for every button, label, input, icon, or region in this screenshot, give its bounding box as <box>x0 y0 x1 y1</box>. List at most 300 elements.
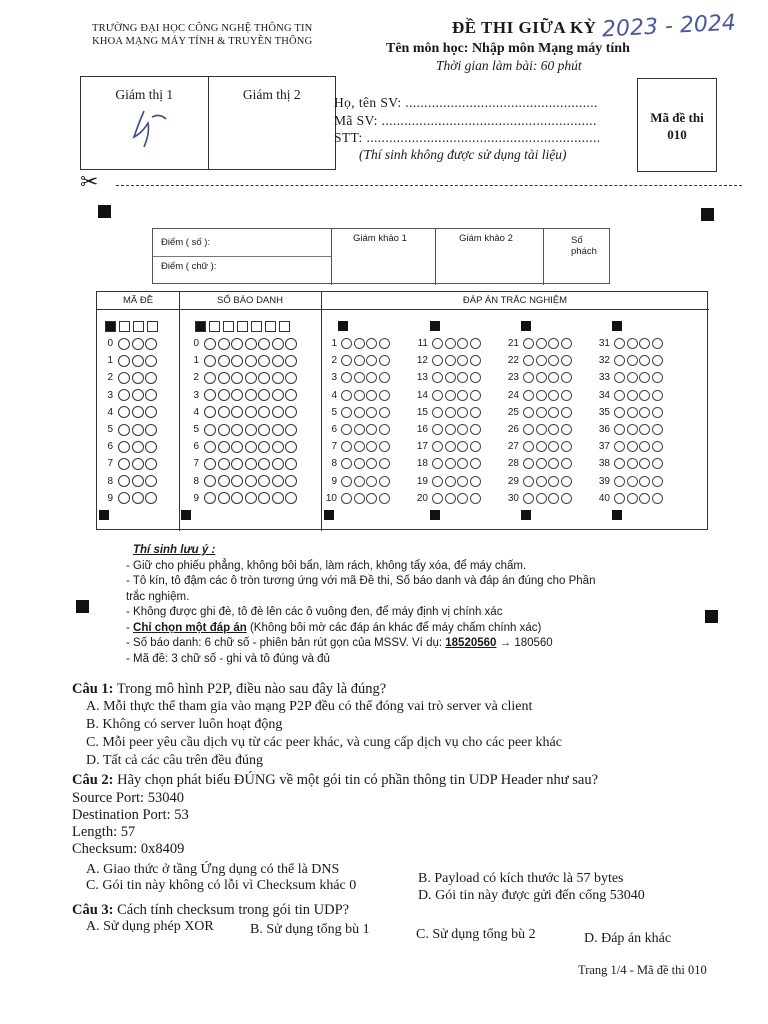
answer-bubble[interactable] <box>145 458 157 470</box>
answer-bubble[interactable] <box>218 475 230 487</box>
answer-bubble[interactable] <box>561 338 572 349</box>
answer-bubble[interactable] <box>204 338 216 350</box>
answer-bubble[interactable] <box>470 458 481 469</box>
answer-bubble[interactable] <box>145 338 157 350</box>
answer-bubble[interactable] <box>285 424 297 436</box>
answer-bubble[interactable] <box>366 458 377 469</box>
answer-bubble[interactable] <box>366 390 377 401</box>
answer-bubble[interactable] <box>614 458 625 469</box>
answer-bubble[interactable] <box>652 338 663 349</box>
answer-bubble[interactable] <box>639 355 650 366</box>
answer-bubble[interactable] <box>118 441 130 453</box>
answer-bubble[interactable] <box>614 424 625 435</box>
registration-mark <box>181 510 191 520</box>
answer-bubble[interactable] <box>354 390 365 401</box>
q2-option-a[interactable]: A. Giao thức ở tầng Ứng dụng có thể là DNS <box>86 862 340 877</box>
answer-bubble[interactable] <box>627 407 638 418</box>
answer-bubble[interactable] <box>341 476 352 487</box>
answer-bubble[interactable] <box>366 493 377 504</box>
answer-bubble[interactable] <box>536 493 547 504</box>
answer-bubble[interactable] <box>118 372 130 384</box>
answer-bubble[interactable] <box>272 475 284 487</box>
answer-bubble[interactable] <box>341 458 352 469</box>
answer-bubble[interactable] <box>204 441 216 453</box>
answer-bubble[interactable] <box>627 390 638 401</box>
answer-bubble[interactable] <box>218 406 230 418</box>
answer-bubble[interactable] <box>354 424 365 435</box>
answer-bubble[interactable] <box>379 441 390 452</box>
answer-bubble[interactable] <box>272 389 284 401</box>
answer-bubble[interactable] <box>245 338 257 350</box>
answer-bubble[interactable] <box>432 355 443 366</box>
answer-bubble[interactable] <box>379 476 390 487</box>
answer-bubble[interactable] <box>145 406 157 418</box>
answer-bubble[interactable] <box>432 476 443 487</box>
answer-bubble[interactable] <box>379 355 390 366</box>
answer-bubble[interactable] <box>231 355 243 367</box>
answer-bubble[interactable] <box>639 372 650 383</box>
answer-bubble[interactable] <box>652 458 663 469</box>
question-answer-row <box>596 455 664 472</box>
answer-bubble[interactable] <box>379 338 390 349</box>
answer-bubble[interactable] <box>285 475 297 487</box>
answer-bubble[interactable] <box>245 424 257 436</box>
answer-bubble[interactable] <box>457 424 468 435</box>
answer-bubble[interactable] <box>204 492 216 504</box>
answer-bubble[interactable] <box>132 372 144 384</box>
question-answer-row <box>414 438 482 455</box>
answer-bubble[interactable] <box>118 475 130 487</box>
answer-bubble[interactable] <box>457 355 468 366</box>
answer-bubble[interactable] <box>652 372 663 383</box>
answer-bubble[interactable] <box>536 355 547 366</box>
answer-bubble[interactable] <box>118 389 130 401</box>
row-number: 17 <box>416 441 428 453</box>
answer-bubble[interactable] <box>536 338 547 349</box>
answer-bubble[interactable] <box>258 424 270 436</box>
answer-bubble[interactable] <box>561 476 572 487</box>
answer-bubble[interactable] <box>379 424 390 435</box>
answer-bubble[interactable] <box>445 424 456 435</box>
answer-bubble[interactable] <box>523 424 534 435</box>
answer-bubble[interactable] <box>470 338 481 349</box>
answer-bubble[interactable] <box>536 407 547 418</box>
exam-code-row <box>101 421 159 438</box>
answer-bubble[interactable] <box>118 424 130 436</box>
answer-bubble[interactable] <box>218 492 230 504</box>
answer-bubble[interactable] <box>258 338 270 350</box>
answer-bubble[interactable] <box>354 372 365 383</box>
answer-bubble[interactable] <box>614 390 625 401</box>
answer-bubble[interactable] <box>470 476 481 487</box>
q1-option-d[interactable]: D. Tất cả các câu trên đều đúng <box>86 753 263 768</box>
answer-bubble[interactable] <box>627 458 638 469</box>
answer-bubble[interactable] <box>432 407 443 418</box>
answer-bubble[interactable] <box>445 390 456 401</box>
answer-bubble[interactable] <box>272 406 284 418</box>
answer-bubble[interactable] <box>245 475 257 487</box>
answer-bubble[interactable] <box>366 407 377 418</box>
answer-bubble[interactable] <box>245 406 257 418</box>
row-number: 1 <box>331 338 337 349</box>
answer-bubble[interactable] <box>561 390 572 401</box>
student-id-field[interactable]: Mã SV: ......................................................... <box>334 112 597 128</box>
answer-bubble[interactable] <box>652 390 663 401</box>
answer-bubble[interactable] <box>145 441 157 453</box>
answer-bubble[interactable] <box>118 355 130 367</box>
answer-bubble[interactable] <box>341 441 352 452</box>
answer-bubble[interactable] <box>272 424 284 436</box>
exam-code-row <box>101 455 159 472</box>
answer-bubble[interactable] <box>118 458 130 470</box>
answer-bubble[interactable] <box>366 338 377 349</box>
answer-bubble[interactable] <box>258 492 270 504</box>
answer-bubble[interactable] <box>614 441 625 452</box>
answer-bubble[interactable] <box>457 372 468 383</box>
answer-bubble[interactable] <box>379 493 390 504</box>
answer-bubble[interactable] <box>245 492 257 504</box>
answer-bubble[interactable] <box>204 372 216 384</box>
answer-bubble[interactable] <box>245 389 257 401</box>
row-number: 5 <box>193 424 199 435</box>
answer-bubble[interactable] <box>548 407 559 418</box>
answer-bubble[interactable] <box>627 476 638 487</box>
answer-bubble[interactable] <box>652 493 663 504</box>
answer-bubble[interactable] <box>548 355 559 366</box>
answer-bubble[interactable] <box>132 475 144 487</box>
answer-bubble[interactable] <box>218 441 230 453</box>
answer-bubble[interactable] <box>118 338 130 350</box>
answer-bubble[interactable] <box>614 355 625 366</box>
answer-bubble[interactable] <box>639 407 650 418</box>
instruction-line: - Không được ghi đè, tô đè lên các ô vuông đen, để máy định vị chính xác <box>126 606 503 618</box>
answer-bubble[interactable] <box>231 475 243 487</box>
answer-bubble[interactable] <box>272 492 284 504</box>
answer-bubble[interactable] <box>145 372 157 384</box>
answer-bubble[interactable] <box>523 458 534 469</box>
answer-bubble[interactable] <box>341 390 352 401</box>
answer-bubble[interactable] <box>561 407 572 418</box>
row-number: 21 <box>507 338 519 349</box>
answer-bubble[interactable] <box>132 441 144 453</box>
answer-bubble[interactable] <box>245 441 257 453</box>
answer-bubble[interactable] <box>366 424 377 435</box>
answer-bubble[interactable] <box>118 492 130 504</box>
answer-bubble[interactable] <box>272 338 284 350</box>
answer-bubble[interactable] <box>432 338 443 349</box>
answer-bubble[interactable] <box>231 389 243 401</box>
q3-option-c[interactable]: C. Sử dụng tổng bù 2 <box>416 927 536 942</box>
answer-bubble[interactable] <box>272 372 284 384</box>
answer-bubble[interactable] <box>445 338 456 349</box>
answer-bubble[interactable] <box>561 424 572 435</box>
student-name-field[interactable]: Họ, tên SV: ................................................... <box>334 95 598 110</box>
answer-bubble[interactable] <box>536 372 547 383</box>
answer-bubble[interactable] <box>132 355 144 367</box>
answer-bubble[interactable] <box>432 424 443 435</box>
answer-bubble[interactable] <box>470 355 481 366</box>
row-number: 9 <box>331 475 337 487</box>
answer-bubble[interactable] <box>341 355 352 366</box>
answer-bubble[interactable] <box>145 355 157 367</box>
answer-bubble[interactable] <box>523 407 534 418</box>
answer-bubble[interactable] <box>536 458 547 469</box>
answer-bubble[interactable] <box>145 475 157 487</box>
answer-bubble[interactable] <box>457 476 468 487</box>
answer-bubble[interactable] <box>536 390 547 401</box>
examiner-2-label: Giám khảo 2 <box>459 233 513 244</box>
answer-bubble[interactable] <box>285 441 297 453</box>
answer-bubble[interactable] <box>354 476 365 487</box>
answer-bubble[interactable] <box>366 441 377 452</box>
q1-option-b[interactable]: B. Không có server luôn hoạt động <box>86 717 283 732</box>
answer-bubble[interactable] <box>366 355 377 366</box>
answer-bubble[interactable] <box>445 476 456 487</box>
answer-bubble[interactable] <box>548 441 559 452</box>
answer-bubble[interactable] <box>341 407 352 418</box>
answer-bubble[interactable] <box>231 338 243 350</box>
answer-bubble[interactable] <box>627 441 638 452</box>
answer-bubble[interactable] <box>245 355 257 367</box>
answer-bubble[interactable] <box>639 424 650 435</box>
answer-bubble[interactable] <box>548 390 559 401</box>
answer-bubble[interactable] <box>218 458 230 470</box>
answer-bubble[interactable] <box>258 475 270 487</box>
answer-bubble[interactable] <box>561 372 572 383</box>
answer-bubble[interactable] <box>639 493 650 504</box>
answer-bubble[interactable] <box>218 355 230 367</box>
question-label: Câu 3: <box>72 902 114 918</box>
answer-bubble[interactable] <box>548 372 559 383</box>
answer-bubble[interactable] <box>132 389 144 401</box>
answer-bubble[interactable] <box>548 458 559 469</box>
q2-option-c[interactable]: C. Gói tin này không có lỗi vì Checksum khác 0 <box>86 878 357 893</box>
answer-bubble[interactable] <box>523 493 534 504</box>
question-answer-row <box>505 404 573 421</box>
answer-bubble[interactable] <box>132 338 144 350</box>
answer-bubble[interactable] <box>457 458 468 469</box>
q2-option-d[interactable]: D. Gói tin này được gửi đến cổng 53040 <box>418 888 645 903</box>
answer-bubble[interactable] <box>231 441 243 453</box>
answer-bubble[interactable] <box>285 338 297 350</box>
answer-bubble[interactable] <box>627 372 638 383</box>
answer-bubble[interactable] <box>614 407 625 418</box>
answer-bubble[interactable] <box>366 372 377 383</box>
answer-bubble[interactable] <box>218 372 230 384</box>
answer-bubble[interactable] <box>258 406 270 418</box>
answer-bubble[interactable] <box>536 476 547 487</box>
answer-bubble[interactable] <box>627 355 638 366</box>
answer-bubble[interactable] <box>285 355 297 367</box>
answer-bubble[interactable] <box>132 458 144 470</box>
row-number: 8 <box>107 475 113 487</box>
answer-bubble[interactable] <box>354 338 365 349</box>
answer-bubble[interactable] <box>432 441 443 452</box>
answer-bubble[interactable] <box>561 441 572 452</box>
answer-bubble[interactable] <box>204 389 216 401</box>
answer-bubble[interactable] <box>470 424 481 435</box>
exam-code-box <box>637 78 717 172</box>
answer-bubble[interactable] <box>354 355 365 366</box>
answer-bubble[interactable] <box>204 475 216 487</box>
answer-bubble[interactable] <box>218 424 230 436</box>
student-order-field[interactable]: STT: .............................................................. <box>334 130 601 145</box>
answer-bubble[interactable] <box>445 458 456 469</box>
answer-bubble[interactable] <box>432 458 443 469</box>
answer-bubble[interactable] <box>548 338 559 349</box>
answer-bubble[interactable] <box>523 355 534 366</box>
answer-bubble[interactable] <box>536 441 547 452</box>
answer-bubble[interactable] <box>470 407 481 418</box>
answer-bubble[interactable] <box>204 355 216 367</box>
answer-bubble[interactable] <box>272 458 284 470</box>
answer-bubble[interactable] <box>204 424 216 436</box>
answer-bubble[interactable] <box>470 441 481 452</box>
answer-bubble[interactable] <box>639 476 650 487</box>
answer-bubble[interactable] <box>245 458 257 470</box>
answer-bubble[interactable] <box>231 458 243 470</box>
answer-bubble[interactable] <box>457 493 468 504</box>
answer-bubble[interactable] <box>548 476 559 487</box>
answer-bubble[interactable] <box>231 406 243 418</box>
answer-bubble[interactable] <box>652 441 663 452</box>
answer-bubble[interactable] <box>285 458 297 470</box>
answer-bubble[interactable] <box>614 493 625 504</box>
answer-bubble[interactable] <box>231 372 243 384</box>
answer-bubble[interactable] <box>285 372 297 384</box>
answer-bubble[interactable] <box>627 338 638 349</box>
q2-option-b[interactable]: B. Payload có kích thước là 57 bytes <box>418 871 624 886</box>
answer-bubble[interactable] <box>145 424 157 436</box>
answer-bubble[interactable] <box>457 338 468 349</box>
answer-bubble[interactable] <box>523 441 534 452</box>
answer-bubble[interactable] <box>457 390 468 401</box>
answer-bubble[interactable] <box>341 424 352 435</box>
answer-bubble[interactable] <box>445 355 456 366</box>
answer-bubble[interactable] <box>366 476 377 487</box>
answer-bubble[interactable] <box>132 424 144 436</box>
answer-bubble[interactable] <box>627 424 638 435</box>
answer-bubble[interactable] <box>639 458 650 469</box>
answer-bubble[interactable] <box>445 441 456 452</box>
answer-bubble[interactable] <box>258 458 270 470</box>
answer-bubble[interactable] <box>341 372 352 383</box>
answer-bubble[interactable] <box>258 441 270 453</box>
answer-bubble[interactable] <box>272 441 284 453</box>
answer-bubble[interactable] <box>652 407 663 418</box>
answer-bubble[interactable] <box>258 372 270 384</box>
answer-bubble[interactable] <box>272 355 284 367</box>
question-answer-row <box>323 387 391 404</box>
answer-bubble[interactable] <box>470 493 481 504</box>
instruction-example: 18520560 <box>445 637 497 649</box>
answer-bubble[interactable] <box>204 406 216 418</box>
q1-option-c[interactable]: C. Mỗi peer yêu cầu dịch vụ từ các peer khác, và cung cấp dịch vụ cho các peer khác <box>86 735 562 750</box>
answer-bubble[interactable] <box>470 372 481 383</box>
answer-bubble[interactable] <box>145 389 157 401</box>
answer-bubble[interactable] <box>445 372 456 383</box>
answer-bubble[interactable] <box>445 493 456 504</box>
answer-bubble[interactable] <box>432 390 443 401</box>
q3-option-a[interactable]: A. Sử dụng phép XOR <box>86 919 214 934</box>
answer-bubble[interactable] <box>614 476 625 487</box>
answer-bubble[interactable] <box>379 407 390 418</box>
registration-mark <box>701 208 714 221</box>
answer-bubble[interactable] <box>218 389 230 401</box>
answer-bubble[interactable] <box>204 458 216 470</box>
answer-bubble[interactable] <box>132 492 144 504</box>
answer-bubble[interactable] <box>639 390 650 401</box>
answer-bubble[interactable] <box>536 424 547 435</box>
answer-bubble[interactable] <box>627 493 638 504</box>
answer-bubble[interactable] <box>614 338 625 349</box>
answer-bubble[interactable] <box>285 389 297 401</box>
sbd-row <box>187 335 299 352</box>
row-number: 36 <box>598 424 610 435</box>
answer-bubble[interactable] <box>523 476 534 487</box>
answer-bubble[interactable] <box>523 372 534 383</box>
answer-bubble[interactable] <box>145 492 157 504</box>
answer-bubble[interactable] <box>341 338 352 349</box>
answer-bubble[interactable] <box>561 493 572 504</box>
question-answer-row <box>596 352 664 369</box>
answer-bubble[interactable] <box>118 406 130 418</box>
proctor-1-signature <box>114 103 174 153</box>
answer-bubble[interactable] <box>354 441 365 452</box>
answer-bubble[interactable] <box>285 492 297 504</box>
answer-bubble[interactable] <box>379 372 390 383</box>
answer-bubble[interactable] <box>258 355 270 367</box>
answer-bubble[interactable] <box>652 476 663 487</box>
answer-bubble[interactable] <box>132 406 144 418</box>
answer-bubble[interactable] <box>548 493 559 504</box>
answer-bubble[interactable] <box>218 338 230 350</box>
answer-bubble[interactable] <box>614 372 625 383</box>
answer-bubble[interactable] <box>354 493 365 504</box>
answer-bubble[interactable] <box>445 407 456 418</box>
q1-option-a[interactable]: A. Mỗi thực thể tham gia vào mạng P2P đều có thể đóng vai trò server và client <box>86 699 533 714</box>
answer-bubble[interactable] <box>523 338 534 349</box>
answer-bubble[interactable] <box>245 372 257 384</box>
answer-bubble[interactable] <box>639 338 650 349</box>
answer-bubble[interactable] <box>354 407 365 418</box>
answer-bubble[interactable] <box>285 406 297 418</box>
answer-bubble[interactable] <box>379 390 390 401</box>
answer-bubble[interactable] <box>652 424 663 435</box>
answer-bubble[interactable] <box>341 493 352 504</box>
answer-bubble[interactable] <box>432 493 443 504</box>
answer-bubble[interactable] <box>379 458 390 469</box>
row-number: 33 <box>598 372 610 384</box>
answer-bubble[interactable] <box>523 390 534 401</box>
q3-option-b[interactable]: B. Sử dụng tổng bù 1 <box>250 922 370 937</box>
answer-bubble[interactable] <box>231 492 243 504</box>
q3-option-d[interactable]: D. Đáp án khác <box>584 931 672 946</box>
answer-bubble[interactable] <box>639 441 650 452</box>
answer-bubble[interactable] <box>457 407 468 418</box>
answer-bubble[interactable] <box>457 441 468 452</box>
answer-bubble[interactable] <box>652 355 663 366</box>
answer-bubble[interactable] <box>548 424 559 435</box>
answer-bubble[interactable] <box>432 372 443 383</box>
row-number: 1 <box>193 355 199 367</box>
answer-bubble[interactable] <box>470 390 481 401</box>
answer-bubble[interactable] <box>561 355 572 366</box>
answer-bubble[interactable] <box>231 424 243 436</box>
answer-bubble[interactable] <box>561 458 572 469</box>
answer-bubble[interactable] <box>258 389 270 401</box>
answer-bubble[interactable] <box>354 458 365 469</box>
